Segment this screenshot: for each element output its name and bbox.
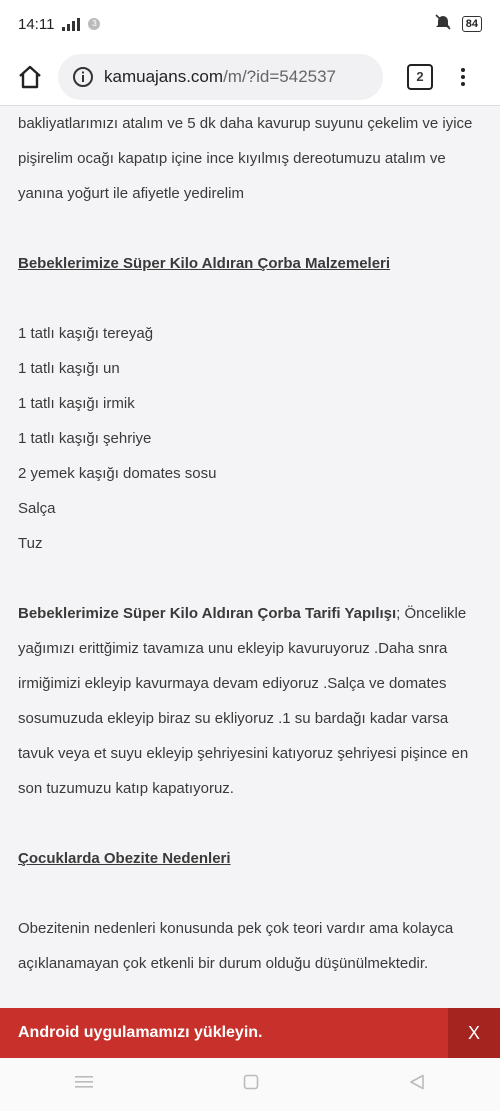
recipe-first-text: ; Öncelikle — [396, 605, 467, 622]
url-text — [104, 67, 336, 87]
recipe-line: irmiğimizi ekleyip kavurmaya devam ediyoruz .Salça ve domates — [18, 675, 447, 692]
back-nav-icon[interactable] — [409, 1074, 425, 1095]
recipe-heading: Bebeklerimize Süper Kilo Aldıran Çorba Tarifi Yapılışı — [18, 605, 397, 622]
signal-icon — [62, 17, 80, 31]
system-nav-bar — [0, 1058, 500, 1111]
url-bar[interactable] — [58, 54, 383, 100]
recipe-line: yağımızı erittğimiz tavamıza unu ekleyip kavuruyoruz .Daha snra — [18, 640, 448, 657]
recipe-line: son tuzumuzu katıp kapatıyoruz. — [18, 780, 234, 797]
menu-nav-icon[interactable] — [75, 1075, 93, 1094]
obesity-line: açıklanamayan çok etkenli bir durum olduğu düşünülmektedir. — [18, 955, 429, 972]
info-icon — [72, 66, 94, 88]
obesity-line: Obezitenin nedenleri konusunda pek çok teori vardır ama kolayca — [18, 920, 454, 937]
home-icon — [17, 64, 43, 90]
url-host: kamuajans.com — [104, 66, 224, 86]
ingredient-item: 1 tatlı kaşığı irmik — [18, 395, 135, 412]
recipe-line: tavuk veya et suyu ekleyip şehriyesini katıyoruz şehriyesi pişince en — [18, 745, 469, 762]
recipe-line: sosumuzuda ekleyip biraz su ekliyoruz .1 su bardağı kadar varsa — [18, 710, 449, 727]
article-content — [18, 106, 480, 981]
ingredients-heading: Bebeklerimize Süper Kilo Aldıran Çorba Malzemeleri — [18, 255, 391, 272]
ingredient-item: Salça — [18, 500, 56, 517]
home-nav-icon[interactable] — [243, 1074, 259, 1095]
banner-text: Android uygulamamızı yükleyin. — [18, 1024, 263, 1041]
notification-badge: 3 — [88, 18, 100, 30]
mute-icon — [434, 14, 452, 34]
ingredient-item: 1 tatlı kaşığı un — [18, 360, 120, 377]
recipe-paragraph-first — [18, 596, 480, 631]
home-button[interactable] — [12, 59, 48, 95]
ingredient-item: 1 tatlı kaşığı tereyağ — [18, 325, 154, 342]
ingredient-item: 2 yemek kaşığı domates sosu — [18, 465, 217, 482]
battery-indicator: 84 — [462, 16, 482, 32]
obesity-heading: Çocuklarda Obezite Nedenleri — [18, 850, 231, 867]
overflow-menu-icon[interactable] — [461, 68, 465, 86]
status-bar — [0, 0, 500, 48]
url-path: /m/?id=542537 — [223, 66, 337, 86]
browser-toolbar — [0, 48, 500, 106]
intro-line: bakliyatlarımızı atalım ve 5 dk daha kavurup suyunu çekelim ve iyice — [18, 115, 473, 132]
tab-switcher-button[interactable]: 2 — [407, 64, 433, 90]
intro-line: yanına yoğurt ile afiyetle yedirelim — [18, 185, 244, 202]
status-time: 14:11 — [18, 15, 55, 33]
ingredient-item: 1 tatlı kaşığı şehriye — [18, 430, 152, 447]
app-install-banner[interactable] — [0, 1008, 500, 1058]
ingredient-item: Tuz — [18, 535, 43, 552]
intro-line: pişirelim ocağı kapatıp içine ince kıyılmış dereotumuzu atalım ve — [18, 150, 446, 167]
banner-close-button[interactable]: X — [448, 1008, 500, 1058]
